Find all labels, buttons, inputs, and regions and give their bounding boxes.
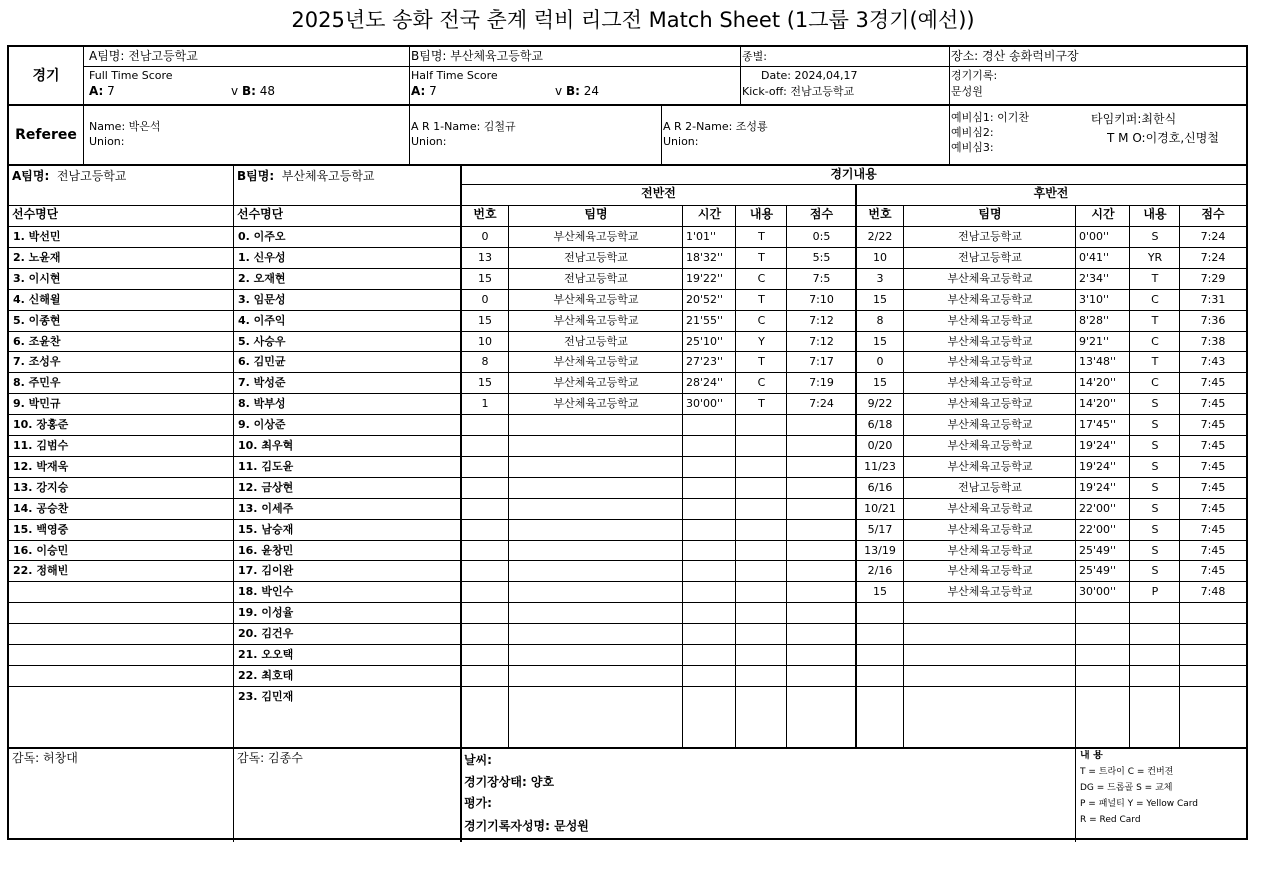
grid-line <box>1179 205 1180 747</box>
table-row <box>9 352 1246 371</box>
second-half-type: S <box>1151 397 1159 410</box>
player-a: 12. 박재욱 <box>13 460 69 473</box>
legend-line-4: R = Red Card <box>1080 815 1141 825</box>
first-half-type: C <box>757 376 766 389</box>
second-half-type: S <box>1151 523 1159 536</box>
ft-vs: v <box>231 84 239 98</box>
table-row <box>9 227 1246 246</box>
first-half-type: C <box>757 272 766 285</box>
player-a: 2. 노윤재 <box>13 251 61 264</box>
col-header-team-1: 팀명 <box>584 207 608 221</box>
player-b: 3. 임문성 <box>238 293 286 306</box>
second-half-score: 7:24 <box>1200 251 1226 264</box>
player-a: 5. 이종현 <box>13 314 61 327</box>
player-b: 12. 금상현 <box>238 481 294 494</box>
col-header-score-1: 점수 <box>809 207 834 221</box>
player-b: 19. 이성율 <box>238 606 294 619</box>
second-half-time: 19'24'' <box>1079 481 1117 494</box>
first-half-score: 7:19 <box>809 376 834 389</box>
second-half-number: 10 <box>873 251 887 264</box>
venue: 장소: 경산 송화럭비구장 <box>951 49 1079 63</box>
second-half-number: 13/19 <box>864 544 896 557</box>
first-half-number: 0 <box>481 230 489 243</box>
ht-a-key: A: <box>411 84 426 98</box>
first-half-score: 7:24 <box>809 397 834 410</box>
second-half-number: 15 <box>873 376 887 389</box>
match-sheet <box>7 45 1248 840</box>
first-half-type: Y <box>758 335 765 348</box>
player-a: 4. 신해윌 <box>13 293 61 306</box>
second-half-score: 7:45 <box>1200 397 1226 410</box>
second-half-number: 15 <box>873 293 887 306</box>
first-half-time: 1'01'' <box>686 230 717 243</box>
grid-line <box>9 747 1246 749</box>
first-half-time: 28'24'' <box>686 376 724 389</box>
table-row <box>9 624 1246 643</box>
timekeeper: 타임키퍼:최한식 <box>1091 112 1177 126</box>
second-half-time: 2'34'' <box>1079 272 1110 285</box>
second-half-score: 7:29 <box>1200 272 1226 285</box>
second-half-score: 7:45 <box>1200 564 1226 577</box>
second-half-team: 부산체육고등학교 <box>947 439 1033 452</box>
events-header: 경기내용 <box>830 167 877 181</box>
first-half-type: T <box>758 397 765 410</box>
second-half-number: 3 <box>876 272 884 285</box>
second-half-number: 6/16 <box>867 481 893 494</box>
weather: 날씨: <box>464 753 492 767</box>
player-a: 16. 이승민 <box>13 544 69 557</box>
table-row <box>9 394 1246 413</box>
player-a: 9. 박민규 <box>13 397 61 410</box>
first-half-team: 부산체육고등학교 <box>553 230 639 243</box>
first-half-number: 15 <box>478 314 492 327</box>
second-half-team: 부산체육고등학교 <box>947 314 1033 327</box>
first-half-number: 10 <box>478 335 492 348</box>
player-a: 8. 주민우 <box>13 376 61 389</box>
full-time-b <box>231 84 275 99</box>
ft-a-key: A: <box>89 84 104 98</box>
second-half-score: 7:45 <box>1200 523 1226 536</box>
second-half-score: 7:43 <box>1200 355 1226 368</box>
second-half-score: 7:45 <box>1200 502 1226 515</box>
player-b: 0. 이주오 <box>238 230 286 243</box>
second-half-type: S <box>1151 418 1159 431</box>
col-header-time-1: 시간 <box>697 207 722 221</box>
second-half-score: 7:48 <box>1200 585 1226 598</box>
player-b: 2. 오재현 <box>238 272 286 285</box>
second-half-type: T <box>1151 272 1159 285</box>
table-row <box>9 666 1246 685</box>
first-half-time: 19'22'' <box>686 272 724 285</box>
player-b: 11. 김도윤 <box>238 460 294 473</box>
team-a-name: A팀명: 전남고등학교 <box>89 49 198 63</box>
second-half-time: 30'00'' <box>1079 585 1117 598</box>
half-time-b <box>555 84 599 99</box>
second-half-type: S <box>1151 230 1159 243</box>
legend-line-2: DG = 드롭골 S = 교체 <box>1080 783 1173 793</box>
first-half-time: 25'10'' <box>686 335 724 348</box>
first-half-time: 20'52'' <box>686 293 724 306</box>
player-a: 1. 박선민 <box>13 230 61 243</box>
grid-line <box>233 164 234 842</box>
half-time-label: Half Time Score <box>411 69 498 82</box>
first-half-type: T <box>758 230 765 243</box>
second-half-time: 22'00'' <box>1079 502 1117 515</box>
first-half-team: 전남고등학교 <box>564 335 628 348</box>
legend-title: 내 용 <box>1080 750 1103 761</box>
second-half-team: 부산체육고등학교 <box>947 293 1033 306</box>
grid-line <box>460 164 462 842</box>
grid-line <box>740 47 741 105</box>
player-b: 23. 김민재 <box>238 690 294 703</box>
grid-line <box>903 205 904 747</box>
full-time-a-score: 7 <box>107 84 115 98</box>
first-half-time: 27'23'' <box>686 355 724 368</box>
table-row <box>9 478 1246 497</box>
grid-line <box>949 47 950 164</box>
second-half-type: S <box>1151 460 1159 473</box>
col-header-number-2: 번호 <box>868 207 892 221</box>
col-header-type-1: 내용 <box>749 207 774 221</box>
second-half-number: 2/16 <box>867 564 893 577</box>
second-half-type: C <box>1151 293 1159 306</box>
first-half-number: 8 <box>481 355 489 368</box>
table-row <box>9 582 1246 601</box>
table-row <box>9 248 1246 267</box>
grid-line <box>661 105 662 164</box>
match-date: Date: 2024,04,17 <box>761 69 858 82</box>
roster-b-header: 선수명단 <box>237 207 284 221</box>
second-half-score: 7:24 <box>1200 230 1226 243</box>
player-b: 5. 사승우 <box>238 335 286 348</box>
category-label: 종별: <box>742 50 767 63</box>
recorder-label: 경기기록: <box>951 69 998 82</box>
second-half-score: 7:31 <box>1200 293 1226 306</box>
half-time-a-score: 7 <box>429 84 437 98</box>
first-half-score: 7:12 <box>809 335 834 348</box>
first-half-type: C <box>757 314 766 327</box>
second-half-time: 14'20'' <box>1079 397 1117 410</box>
player-a: 3. 이시현 <box>13 272 61 285</box>
referee-name: Name: 박은석 <box>89 120 161 133</box>
second-half-team: 전남고등학교 <box>958 230 1022 243</box>
roster-a-team: 전남고등학교 <box>56 169 127 183</box>
reserve-referee-1: 예비심1: 이기찬 <box>951 111 1029 124</box>
col-header-score-2: 점수 <box>1201 207 1225 221</box>
first-half-score: 7:5 <box>812 272 831 285</box>
second-half-score: 7:38 <box>1200 335 1226 348</box>
second-half-score: 7:45 <box>1200 439 1226 452</box>
second-half-team: 부산체육고등학교 <box>947 585 1033 598</box>
second-half-number: 0/20 <box>867 439 893 452</box>
second-half-score: 7:45 <box>1200 460 1226 473</box>
second-half-type: S <box>1151 544 1159 557</box>
grid-line <box>855 184 857 747</box>
table-row <box>9 687 1246 706</box>
roster-b-label: B팀명: <box>237 169 275 183</box>
coach-b: 감독: 김종수 <box>237 751 303 765</box>
first-half-time: 18'32'' <box>686 251 724 264</box>
player-a: 15. 백영중 <box>13 523 69 536</box>
second-half-type: P <box>1151 585 1159 598</box>
player-a <box>9 666 233 685</box>
second-half-time: 22'00'' <box>1079 523 1117 536</box>
second-half-team: 부산체육고등학교 <box>947 376 1033 389</box>
second-half-score: 7:45 <box>1200 376 1226 389</box>
second-half-number: 6/18 <box>867 418 893 431</box>
table-row <box>9 520 1246 539</box>
legend-list <box>1080 764 1198 828</box>
second-half-team: 부산체육고등학교 <box>947 397 1033 410</box>
second-half-number: 10/21 <box>864 502 896 515</box>
second-half-team: 부산체육고등학교 <box>947 544 1033 557</box>
tmo: T M O:이경호,신명철 <box>1107 131 1219 145</box>
player-a <box>9 603 233 622</box>
half-time-b-score: 24 <box>583 84 599 98</box>
second-half-label: 후반전 <box>1033 186 1069 200</box>
roster-a-heading <box>12 169 126 184</box>
first-half-type: T <box>758 293 765 306</box>
legend-line-3: P = 패널티 Y = Yellow Card <box>1080 799 1199 809</box>
grid-line <box>682 205 683 747</box>
roster-a-header: 선수명단 <box>12 207 59 221</box>
second-half-type: S <box>1151 564 1159 577</box>
first-half-score: 0:5 <box>812 230 831 243</box>
second-half-team: 부산체육고등학교 <box>947 460 1033 473</box>
second-half-time: 9'21'' <box>1079 335 1110 348</box>
grid-line <box>9 226 1246 227</box>
reserve-referee-3: 예비심3: <box>951 141 994 154</box>
second-half-team: 전남고등학교 <box>958 481 1022 494</box>
second-half-score: 7:36 <box>1200 314 1226 327</box>
table-row <box>9 290 1246 309</box>
second-half-number: 9/22 <box>867 397 893 410</box>
player-b: 18. 박인수 <box>238 585 294 598</box>
roster-a-label: A팀명: <box>12 169 50 183</box>
kickoff: Kick-off: 전남고등학교 <box>742 85 855 98</box>
player-b: 7. 박성준 <box>238 376 286 389</box>
ft-b-key: B: <box>241 84 256 98</box>
first-half-team: 부산체육고등학교 <box>553 376 639 389</box>
player-b: 10. 최우혁 <box>238 439 294 452</box>
grid-line <box>461 184 1246 185</box>
evaluation: 평가: <box>464 796 492 810</box>
second-half-number: 15 <box>873 585 887 598</box>
table-row <box>9 645 1246 664</box>
player-a: 13. 강지승 <box>13 481 69 494</box>
player-b: 22. 최호태 <box>238 669 294 682</box>
ar1-name: A R 1-Name: 김철규 <box>411 120 516 133</box>
first-half-time: 30'00'' <box>686 397 724 410</box>
ar2-union: Union: <box>663 135 699 148</box>
team-b-name: B팀명: 부산체육고등학교 <box>411 49 544 63</box>
second-half-time: 13'48'' <box>1079 355 1117 368</box>
grid-line <box>9 205 1246 206</box>
second-half-number: 5/17 <box>867 523 893 536</box>
player-a: 7. 조성우 <box>13 355 61 368</box>
second-half-number: 8 <box>876 314 884 327</box>
col-header-type-2: 내용 <box>1143 207 1167 221</box>
player-b: 4. 이주익 <box>238 314 286 327</box>
second-half-score: 7:45 <box>1200 481 1226 494</box>
second-half-time: 25'49'' <box>1079 564 1117 577</box>
second-half-time: 8'28'' <box>1079 314 1110 327</box>
full-time-a-label <box>89 84 115 99</box>
second-half-team: 부산체육고등학교 <box>947 335 1033 348</box>
player-a <box>9 624 233 643</box>
second-half-type: C <box>1151 335 1159 348</box>
full-time-label: Full Time Score <box>89 69 173 82</box>
recorder-name: 경기기록자성명: 문성원 <box>464 819 589 833</box>
player-a: 6. 조윤찬 <box>13 335 61 348</box>
player-a <box>9 645 233 664</box>
second-half-time: 19'24'' <box>1079 439 1117 452</box>
second-half-type: T <box>1151 314 1159 327</box>
first-half-team: 부산체육고등학교 <box>553 355 639 368</box>
first-half-score: 5:5 <box>812 251 831 264</box>
second-half-team: 부산체육고등학교 <box>947 523 1033 536</box>
first-half-number: 15 <box>478 272 492 285</box>
grid-line <box>9 104 1246 106</box>
col-header-number-1: 번호 <box>473 207 497 221</box>
ar2-name: A R 2-Name: 조성룡 <box>663 120 768 133</box>
first-half-time: 21'55'' <box>686 314 724 327</box>
second-half-score: 7:45 <box>1200 418 1226 431</box>
first-half-team: 부산체육고등학교 <box>553 314 639 327</box>
second-half-number: 2/22 <box>867 230 893 243</box>
second-half-type: S <box>1151 502 1159 515</box>
page-title: 2025년도 송화 전국 춘계 럭비 리그전 Match Sheet (1그룹 3경기(예선)) <box>291 8 975 32</box>
grid-line <box>1075 205 1076 842</box>
second-half-team: 부산체육고등학교 <box>947 355 1033 368</box>
grid-line <box>83 66 1246 67</box>
table-row <box>9 373 1246 392</box>
col-header-time-2: 시간 <box>1091 207 1115 221</box>
second-half-team: 부산체육고등학교 <box>947 418 1033 431</box>
player-b: 21. 오오택 <box>238 648 294 661</box>
player-a <box>9 582 233 601</box>
player-a: 22. 정해빈 <box>13 564 69 577</box>
second-half-type: S <box>1151 439 1159 452</box>
field-condition: 경기장상태: 양호 <box>464 775 555 789</box>
referee-union: Union: <box>89 135 125 148</box>
first-half-number: 15 <box>478 376 492 389</box>
grid-line <box>9 164 1246 166</box>
player-b: 13. 이세주 <box>238 502 294 515</box>
second-half-score: 7:45 <box>1200 544 1226 557</box>
first-half-number: 13 <box>478 251 492 264</box>
player-b: 17. 김이완 <box>238 564 294 577</box>
coach-a: 감독: 허창대 <box>12 751 78 765</box>
full-time-b-score: 48 <box>259 84 275 98</box>
referee-label: Referee <box>15 127 77 143</box>
second-half-time: 17'45'' <box>1079 418 1117 431</box>
player-b: 16. 윤창민 <box>238 544 294 557</box>
first-half-label: 전반전 <box>641 186 676 200</box>
second-half-number: 0 <box>876 355 884 368</box>
first-half-team: 전남고등학교 <box>564 251 628 264</box>
table-row <box>9 541 1246 560</box>
reserve-referee-2: 예비심2: <box>951 126 994 139</box>
grid-line <box>409 47 410 164</box>
match-label: 경기 <box>32 68 60 84</box>
second-half-team: 부산체육고등학교 <box>947 272 1033 285</box>
first-half-team: 부산체육고등학교 <box>553 397 639 410</box>
player-b: 20. 김건우 <box>238 627 294 640</box>
ar1-union: Union: <box>411 135 447 148</box>
table-row <box>9 269 1246 288</box>
first-half-score: 7:12 <box>809 314 834 327</box>
second-half-time: 0'00'' <box>1079 230 1110 243</box>
second-half-time: 19'24'' <box>1079 460 1117 473</box>
player-b: 9. 이상준 <box>238 418 286 431</box>
second-half-time: 25'49'' <box>1079 544 1117 557</box>
table-row <box>9 436 1246 455</box>
first-half-score: 7:10 <box>809 293 834 306</box>
first-half-score: 7:17 <box>809 355 834 368</box>
roster-b-team: 부산체육고등학교 <box>281 169 375 183</box>
player-b: 8. 박부성 <box>238 397 286 410</box>
player-a: 10. 장홍준 <box>13 418 69 431</box>
col-header-team-2: 팀명 <box>978 207 1002 221</box>
second-half-team: 부산체육고등학교 <box>947 502 1033 515</box>
ht-b-key: B: <box>565 84 580 98</box>
first-half-type: T <box>758 251 765 264</box>
table-row <box>9 561 1246 580</box>
table-row <box>9 603 1246 622</box>
second-half-team: 전남고등학교 <box>958 251 1022 264</box>
second-half-type: T <box>1151 355 1159 368</box>
table-row <box>9 499 1246 518</box>
second-half-type: C <box>1151 376 1159 389</box>
second-half-type: S <box>1151 481 1159 494</box>
half-time-a <box>411 84 437 99</box>
grid-line <box>1129 205 1130 747</box>
roster-b-heading <box>237 169 375 184</box>
player-b: 6. 김민균 <box>238 355 286 368</box>
table-row <box>9 415 1246 434</box>
ht-vs: v <box>555 84 563 98</box>
grid-line <box>83 47 84 164</box>
first-half-team: 전남고등학교 <box>564 272 628 285</box>
second-half-time: 14'20'' <box>1079 376 1117 389</box>
player-a: 14. 공승찬 <box>13 502 69 515</box>
second-half-number: 15 <box>873 335 887 348</box>
player-b: 1. 신우성 <box>238 251 286 264</box>
first-half-type: T <box>758 355 765 368</box>
table-row <box>9 457 1246 476</box>
grid-line <box>735 205 736 747</box>
player-a: 11. 김범수 <box>13 439 69 452</box>
first-half-number: 1 <box>481 397 489 410</box>
table-row <box>9 332 1246 351</box>
second-half-team: 부산체육고등학교 <box>947 564 1033 577</box>
player-b: 15. 남승재 <box>238 523 294 536</box>
first-half-team: 부산체육고등학교 <box>553 293 639 306</box>
second-half-type: YR <box>1147 251 1163 264</box>
first-half-number: 0 <box>481 293 489 306</box>
second-half-time: 0'41'' <box>1079 251 1110 264</box>
player-a <box>9 687 233 706</box>
second-half-time: 3'10'' <box>1079 293 1110 306</box>
second-half-number: 11/23 <box>864 460 896 473</box>
recorder-value: 문성원 <box>951 85 983 98</box>
legend-line-1: T = 트라이 C = 컨버젼 <box>1080 767 1174 777</box>
table-row <box>9 311 1246 330</box>
grid-line <box>508 205 509 747</box>
grid-line <box>786 205 787 747</box>
